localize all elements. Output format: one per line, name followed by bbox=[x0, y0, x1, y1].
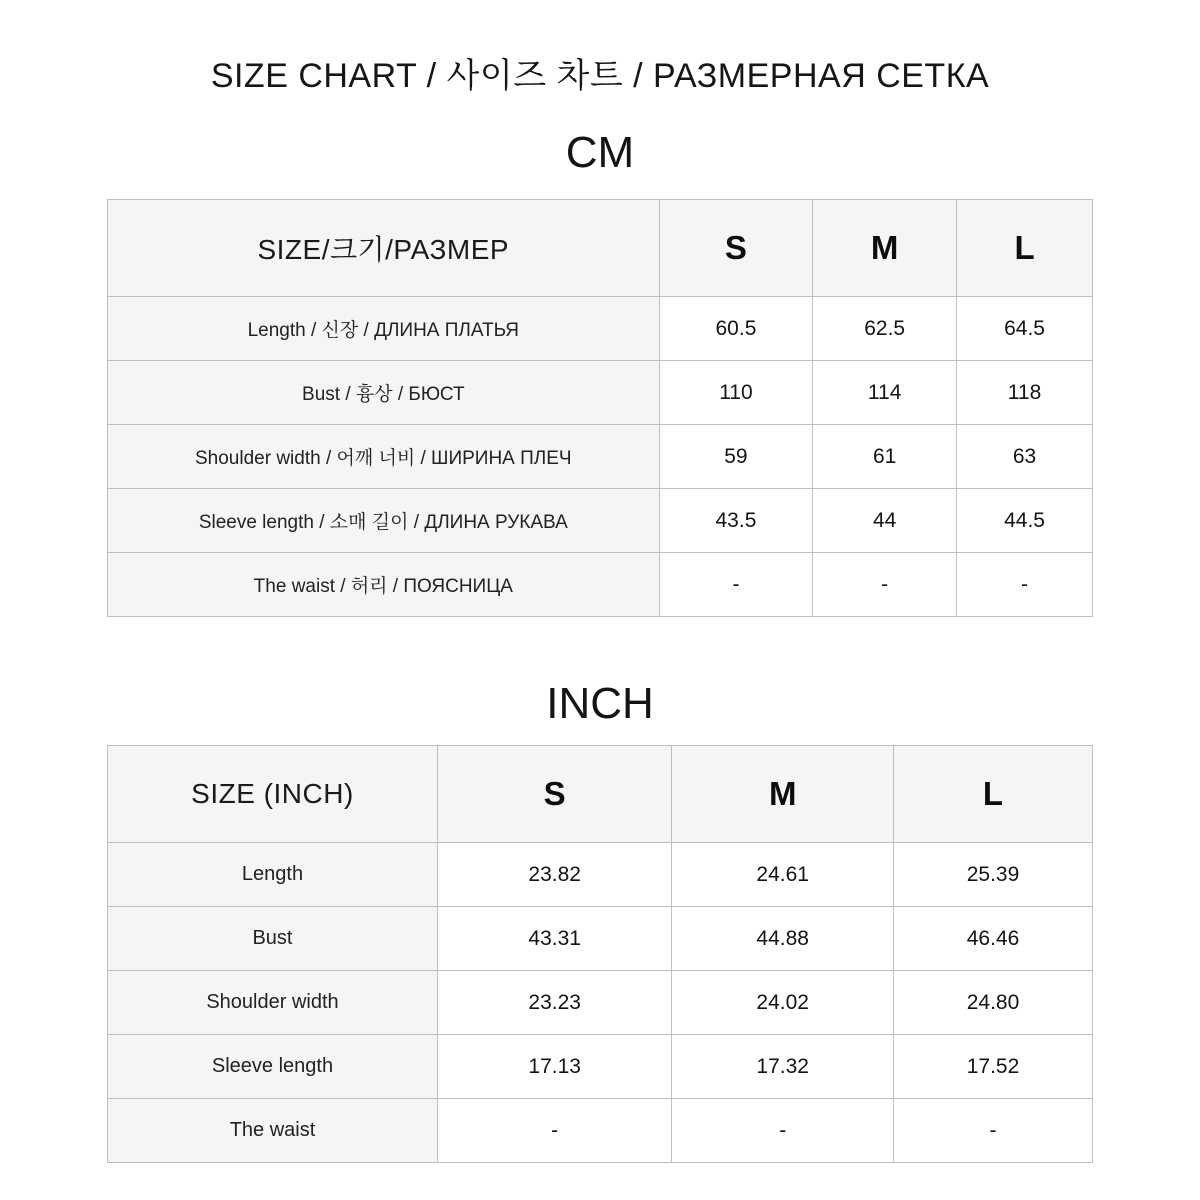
row-label: Shoulder width / 어깨 너비 / ШИРИНА ПЛЕЧ bbox=[108, 425, 660, 489]
cm-size-column-s: S bbox=[659, 200, 813, 297]
cell-value: - bbox=[672, 1099, 894, 1163]
cell-value: 110 bbox=[659, 361, 813, 425]
cell-value: - bbox=[813, 553, 957, 617]
cell-value: 62.5 bbox=[813, 297, 957, 361]
cell-value: 63 bbox=[957, 425, 1093, 489]
cell-value: 61 bbox=[813, 425, 957, 489]
cell-value: 44 bbox=[813, 489, 957, 553]
table-row-sleeve-cm bbox=[108, 489, 1093, 553]
cm-size-column-m: M bbox=[813, 200, 957, 297]
inch-size-table bbox=[107, 745, 1093, 1163]
row-label: Length bbox=[108, 843, 438, 907]
cm-size-header-label: SIZE/크기/РАЗМЕР bbox=[108, 200, 660, 297]
cell-value: - bbox=[437, 1099, 671, 1163]
table-row-bust-cm bbox=[108, 361, 1093, 425]
cm-table-header-row bbox=[108, 200, 1093, 297]
cell-value: 23.23 bbox=[437, 971, 671, 1035]
inch-table-header-row bbox=[108, 746, 1093, 843]
row-label: Length / 신장 / ДЛИНА ПЛАТЬЯ bbox=[108, 297, 660, 361]
cell-value: 25.39 bbox=[894, 843, 1093, 907]
table-row-length-cm bbox=[108, 297, 1093, 361]
row-label: Sleeve length bbox=[108, 1035, 438, 1099]
cm-size-column-l: L bbox=[957, 200, 1093, 297]
cm-section-heading: CM bbox=[565, 128, 635, 177]
cell-value: 44.5 bbox=[957, 489, 1093, 553]
cell-value: 43.5 bbox=[659, 489, 813, 553]
cm-size-table bbox=[107, 199, 1093, 617]
cell-value: 44.88 bbox=[672, 907, 894, 971]
inch-size-column-l: L bbox=[894, 746, 1093, 843]
cell-value: 17.32 bbox=[672, 1035, 894, 1099]
cell-value: 17.13 bbox=[437, 1035, 671, 1099]
table-row-waist-cm bbox=[108, 553, 1093, 617]
cell-value: 46.46 bbox=[894, 907, 1093, 971]
table-row-shoulder-cm bbox=[108, 425, 1093, 489]
cell-value: 17.52 bbox=[894, 1035, 1093, 1099]
cell-value: - bbox=[957, 553, 1093, 617]
table-row-shoulder-inch bbox=[108, 971, 1093, 1035]
table-row-waist-inch bbox=[108, 1099, 1093, 1163]
row-label: Sleeve length / 소매 길이 / ДЛИНА РУКАВА bbox=[108, 489, 660, 553]
table-row-length-inch bbox=[108, 843, 1093, 907]
inch-section-heading: INCH bbox=[546, 679, 654, 728]
table-row-sleeve-inch bbox=[108, 1035, 1093, 1099]
cell-value: - bbox=[894, 1099, 1093, 1163]
cell-value: 118 bbox=[957, 361, 1093, 425]
cell-value: 43.31 bbox=[437, 907, 671, 971]
cell-value: 24.61 bbox=[672, 843, 894, 907]
cell-value: - bbox=[659, 553, 813, 617]
row-label: The waist / 허리 / ПОЯСНИЦА bbox=[108, 553, 660, 617]
cell-value: 114 bbox=[813, 361, 957, 425]
row-label: Bust bbox=[108, 907, 438, 971]
row-label: Bust / 흉상 / БЮСТ bbox=[108, 361, 660, 425]
cell-value: 24.02 bbox=[672, 971, 894, 1035]
inch-size-column-s: S bbox=[437, 746, 671, 843]
row-label: Shoulder width bbox=[108, 971, 438, 1035]
inch-size-column-m: M bbox=[672, 746, 894, 843]
table-row-bust-inch bbox=[108, 907, 1093, 971]
cell-value: 60.5 bbox=[659, 297, 813, 361]
cell-value: 24.80 bbox=[894, 971, 1093, 1035]
cell-value: 59 bbox=[659, 425, 813, 489]
cell-value: 64.5 bbox=[957, 297, 1093, 361]
page-title: SIZE CHART / 사이즈 차트 / РАЗМЕРНАЯ СЕТКА bbox=[210, 57, 990, 95]
inch-size-header-label: SIZE (INCH) bbox=[108, 746, 438, 843]
cell-value: 23.82 bbox=[437, 843, 671, 907]
row-label: The waist bbox=[108, 1099, 438, 1163]
